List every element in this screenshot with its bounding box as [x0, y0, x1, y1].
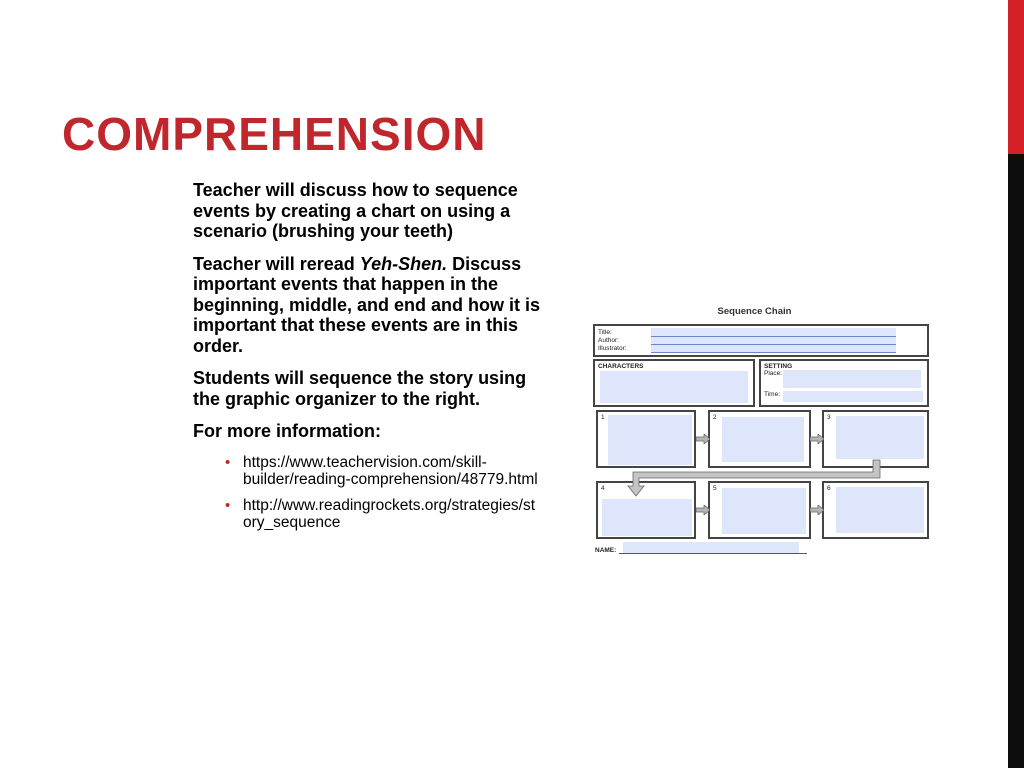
illustrator-line — [651, 352, 896, 353]
arrow-right-icon — [696, 505, 710, 515]
paragraph-discuss: Teacher will discuss how to sequence events by creating a chart on using a scenario (brushing your teeth) — [193, 180, 518, 241]
sequence-chain-organizer — [593, 300, 931, 562]
book-info-box — [593, 324, 929, 357]
step-number-2: 2 — [713, 414, 717, 421]
author-line — [651, 344, 896, 345]
paragraph-reread — [193, 254, 543, 357]
time-label: Time: — [764, 391, 781, 398]
step-number-3: 3 — [827, 414, 831, 421]
characters-fill — [600, 371, 748, 403]
book-title: Yeh-Shen. — [359, 253, 448, 274]
step-fill-4 — [602, 499, 692, 536]
step-fill-3 — [836, 416, 924, 459]
place-label: Place: — [764, 370, 783, 377]
step-number-1: 1 — [601, 414, 605, 421]
author-label: Author: — [598, 337, 619, 344]
step-number-4: 4 — [601, 485, 605, 492]
reread-suffix: Discuss important events that happen in the beginning, middle, and end and how it is important that these events are in this order. — [193, 253, 541, 356]
time-fill — [783, 391, 923, 402]
reread-prefix: Teacher will reread — [193, 253, 360, 274]
organizer-title: Sequence Chain — [717, 306, 792, 317]
characters-label: CHARACTERS — [598, 363, 644, 370]
slide-body — [193, 180, 543, 540]
characters-box — [593, 359, 755, 407]
setting-label: SETTING — [764, 363, 793, 370]
link-teachervision[interactable]: • https://www.teachervision.com/skill-builder/reading-comprehension/48779.html — [243, 454, 543, 489]
illustrator-label: Illustrator: — [598, 345, 627, 352]
title-line — [651, 336, 896, 337]
title-fill — [651, 328, 896, 352]
arrow-right-icon — [810, 505, 824, 515]
name-line — [619, 553, 807, 554]
name-label: NAME: — [595, 547, 617, 554]
accent-bar-red — [1008, 0, 1024, 154]
setting-box — [759, 359, 929, 407]
place-fill — [783, 370, 921, 388]
paragraph-more-info: For more information: — [193, 421, 381, 441]
step-number-6: 6 — [827, 485, 831, 492]
paragraph-students: Students will sequence the story using the graphic organizer to the right. — [193, 368, 527, 409]
name-fill — [623, 542, 799, 553]
step-fill-2 — [722, 417, 804, 462]
step-number-5: 5 — [713, 485, 717, 492]
arrow-right-icon — [696, 434, 710, 444]
arrow-right-icon — [810, 434, 824, 444]
accent-bar-black — [1008, 154, 1024, 768]
slide-title: COMPREHENSION — [62, 108, 487, 160]
connector-arrow-icon — [625, 458, 885, 498]
title-label: Title: — [598, 329, 612, 336]
link-readingrockets[interactable]: • http://www.readingrockets.org/strategies/story_sequence — [243, 497, 543, 532]
link-list — [193, 454, 543, 532]
